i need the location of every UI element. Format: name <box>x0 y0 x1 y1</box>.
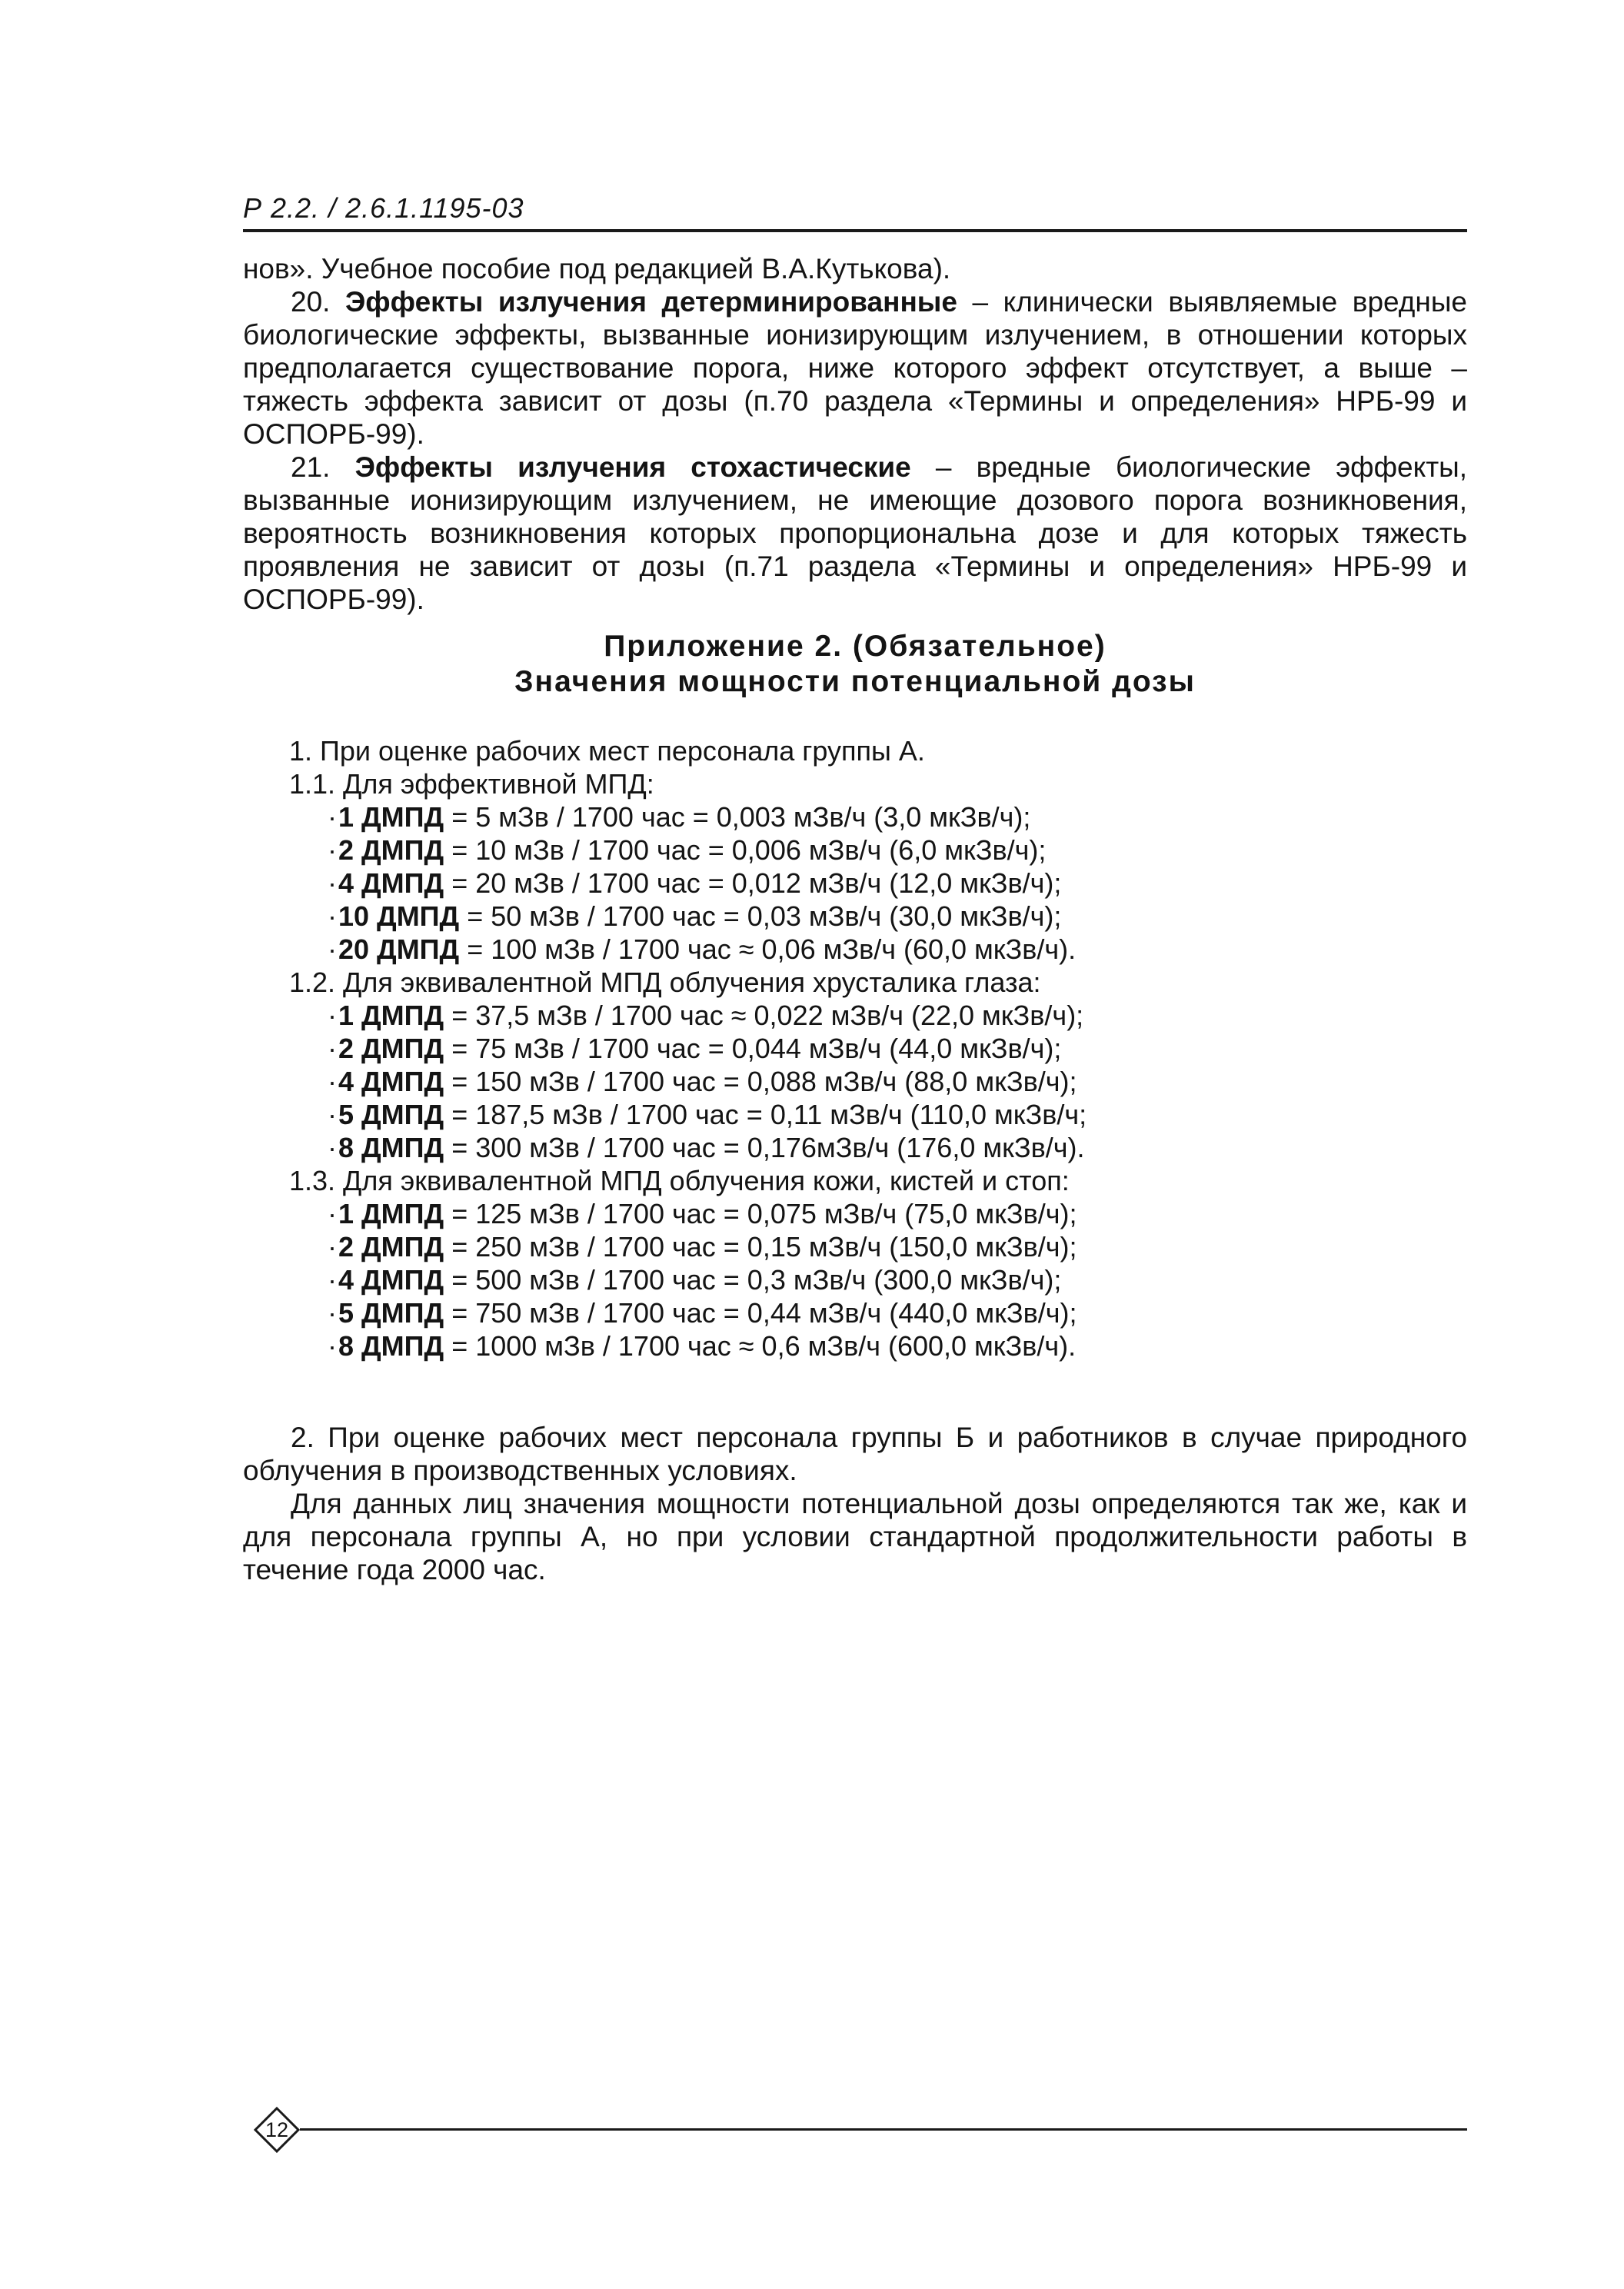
header-rule <box>243 229 1467 232</box>
item-text: = 100 мЗв / 1700 час ≈ 0,06 мЗв/ч (60,0 мкЗв/ч). <box>459 933 1077 965</box>
appendix-subtitle: Значения мощности потенциальной дозы <box>514 665 1196 698</box>
list-item: ·2 ДМПД = 250 мЗв / 1700 час = 0,15 мЗв/ч (150,0 мкЗв/ч); <box>328 1231 1077 1263</box>
definition-20-text: – клинически выявляемые вредные биологические эффекты, вызванные ионизирующим излучением, в отношении которых предполагается существование порога, ниже которого эффект отсутствует, а выше – тяжесть эффекта зависит от дозы (п.70 раздела «Термины и определения» НРБ-99 и ОСПОРБ-99). <box>243 286 1467 450</box>
section-1 <box>243 734 1467 1362</box>
item-label: 1 ДМПД <box>338 801 444 833</box>
item-label: 2 ДМПД <box>338 834 444 866</box>
item-text: = 125 мЗв / 1700 час = 0,075 мЗв/ч (75,0 мкЗв/ч); <box>444 1198 1077 1229</box>
list-item: ·1 ДМПД = 37,5 мЗв / 1700 час ≈ 0,022 мЗв/ч (22,0 мкЗв/ч); <box>328 1000 1084 1031</box>
list-item: ·4 ДМПД = 150 мЗв / 1700 час = 0,088 мЗв/ч (88,0 мкЗв/ч); <box>328 1066 1077 1097</box>
definitions-block <box>243 252 1467 616</box>
page-number: 12 <box>265 2118 289 2141</box>
item-text: = 500 мЗв / 1700 час = 0,3 мЗв/ч (300,0 мкЗв/ч); <box>444 1264 1062 1296</box>
item-label: 8 ДМПД <box>338 1330 444 1362</box>
appendix-heading <box>243 629 1467 700</box>
section-2-paragraph-2: Для данных лиц значения мощности потенциальной дозы определяются так же, как и для персонала группы А, но при условии стандартной продолжительности работы в течение года 2000 час. <box>243 1488 1467 1585</box>
item-text: = 1000 мЗв / 1700 час ≈ 0,6 мЗв/ч (600,0 мкЗв/ч). <box>444 1330 1077 1362</box>
list-item: ·4 ДМПД = 20 мЗв / 1700 час = 0,012 мЗв/ч (12,0 мкЗв/ч); <box>328 867 1062 899</box>
list-item: ·5 ДМПД = 187,5 мЗв / 1700 час = 0,11 мЗв/ч (110,0 мкЗв/ч; <box>328 1099 1087 1130</box>
list-item: ·1 ДМПД = 125 мЗв / 1700 час = 0,075 мЗв/ч (75,0 мкЗв/ч); <box>328 1198 1077 1229</box>
intro-line: нов». Учебное пособие под редакцией В.А.Кутькова). <box>243 253 951 284</box>
item-text: = 37,5 мЗв / 1700 час ≈ 0,022 мЗв/ч (22,0 мкЗв/ч); <box>444 1000 1084 1031</box>
item-label: 8 ДМПД <box>338 1132 444 1163</box>
list-item: ·2 ДМПД = 10 мЗв / 1700 час = 0,006 мЗв/ч (6,0 мкЗв/ч); <box>328 834 1047 866</box>
item-text: = 300 мЗв / 1700 час = 0,176мЗв/ч (176,0 мкЗв/ч). <box>444 1132 1085 1163</box>
section-1-heading: 1. При оценке рабочих мест персонала группы А. <box>289 735 925 767</box>
footer-rule <box>300 2128 1467 2131</box>
section-2-paragraph-1: 2. При оценке рабочих мест персонала группы Б и работников в случае природного облучения в производственных условиях. <box>243 1422 1467 1486</box>
definition-21-number: 21. <box>291 451 331 483</box>
item-text: = 50 мЗв / 1700 час = 0,03 мЗв/ч (30,0 мкЗв/ч); <box>459 900 1062 932</box>
group-heading: 1.2. Для эквивалентной МПД облучения хрусталика глаза: <box>289 967 1041 998</box>
list-item: ·2 ДМПД = 75 мЗв / 1700 час = 0,044 мЗв/ч (44,0 мкЗв/ч); <box>328 1033 1062 1064</box>
item-label: 2 ДМПД <box>338 1231 444 1263</box>
item-text: = 187,5 мЗв / 1700 час = 0,11 мЗв/ч (110,0 мкЗв/ч; <box>444 1099 1087 1130</box>
document-code-header: Р 2.2. / 2.6.1.1195-03 <box>243 192 524 224</box>
list-item: ·5 ДМПД = 750 мЗв / 1700 час = 0,44 мЗв/ч (440,0 мкЗв/ч); <box>328 1297 1077 1329</box>
item-text: = 750 мЗв / 1700 час = 0,44 мЗв/ч (440,0 мкЗв/ч); <box>444 1297 1077 1329</box>
definition-20-number: 20. <box>291 286 331 318</box>
list-item: ·20 ДМПД = 100 мЗв / 1700 час ≈ 0,06 мЗв/ч (60,0 мкЗв/ч). <box>328 933 1077 965</box>
item-label: 1 ДМПД <box>338 1198 444 1229</box>
list-item: ·8 ДМПД = 1000 мЗв / 1700 час ≈ 0,6 мЗв/ч (600,0 мкЗв/ч). <box>328 1330 1077 1362</box>
definition-21-term: Эффекты излучения стохастические <box>354 451 911 483</box>
definition-20-term: Эффекты излучения детерминированные <box>344 286 957 318</box>
item-text: = 20 мЗв / 1700 час = 0,012 мЗв/ч (12,0 мкЗв/ч); <box>444 867 1062 899</box>
item-label: 4 ДМПД <box>338 1264 444 1296</box>
item-text: = 250 мЗв / 1700 час = 0,15 мЗв/ч (150,0 мкЗв/ч); <box>444 1231 1077 1263</box>
list-item: ·1 ДМПД = 5 мЗв / 1700 час = 0,003 мЗв/ч (3,0 мкЗв/ч); <box>328 801 1031 833</box>
group-heading: 1.1. Для эффективной МПД: <box>289 768 654 800</box>
item-label: 20 ДМПД <box>338 933 460 965</box>
section-2 <box>243 1421 1467 1586</box>
item-label: 4 ДМПД <box>338 1066 444 1097</box>
list-item: ·4 ДМПД = 500 мЗв / 1700 час = 0,3 мЗв/ч (300,0 мкЗв/ч); <box>328 1264 1062 1296</box>
item-text: = 10 мЗв / 1700 час = 0,006 мЗв/ч (6,0 мкЗв/ч); <box>444 834 1047 866</box>
item-text: = 150 мЗв / 1700 час = 0,088 мЗв/ч (88,0 мкЗв/ч); <box>444 1066 1077 1097</box>
item-text: = 75 мЗв / 1700 час = 0,044 мЗв/ч (44,0 мкЗв/ч); <box>444 1033 1062 1064</box>
appendix-title: Приложение 2. (Обязательное) <box>604 630 1107 663</box>
item-label: 2 ДМПД <box>338 1033 444 1064</box>
item-text: = 5 мЗв / 1700 час = 0,003 мЗв/ч (3,0 мкЗв/ч); <box>444 801 1031 833</box>
list-item: ·10 ДМПД = 50 мЗв / 1700 час = 0,03 мЗв/ч (30,0 мкЗв/ч); <box>328 900 1062 932</box>
list-item: ·8 ДМПД = 300 мЗв / 1700 час = 0,176мЗв/ч (176,0 мкЗв/ч). <box>328 1132 1085 1163</box>
item-label: 1 ДМПД <box>338 1000 444 1031</box>
item-label: 10 ДМПД <box>338 900 460 932</box>
definition-21-text: – вредные биологические эффекты, вызванные ионизирующим излучением, не имеющие дозового порога возникновения, вероятность возникновения которых пропорциональна дозе и для которых тяжесть проявления не зависит от дозы (п.71 раздела «Термины и определения» НРБ-99 и ОСПОРБ-99). <box>243 451 1468 615</box>
definition-20 <box>243 285 1467 451</box>
item-label: 5 ДМПД <box>338 1297 444 1329</box>
definition-21 <box>243 451 1467 616</box>
item-label: 4 ДМПД <box>338 867 444 899</box>
group-heading: 1.3. Для эквивалентной МПД облучения кожи, кистей и стоп: <box>289 1165 1070 1196</box>
page-number-badge <box>254 2107 300 2153</box>
item-label: 5 ДМПД <box>338 1099 444 1130</box>
